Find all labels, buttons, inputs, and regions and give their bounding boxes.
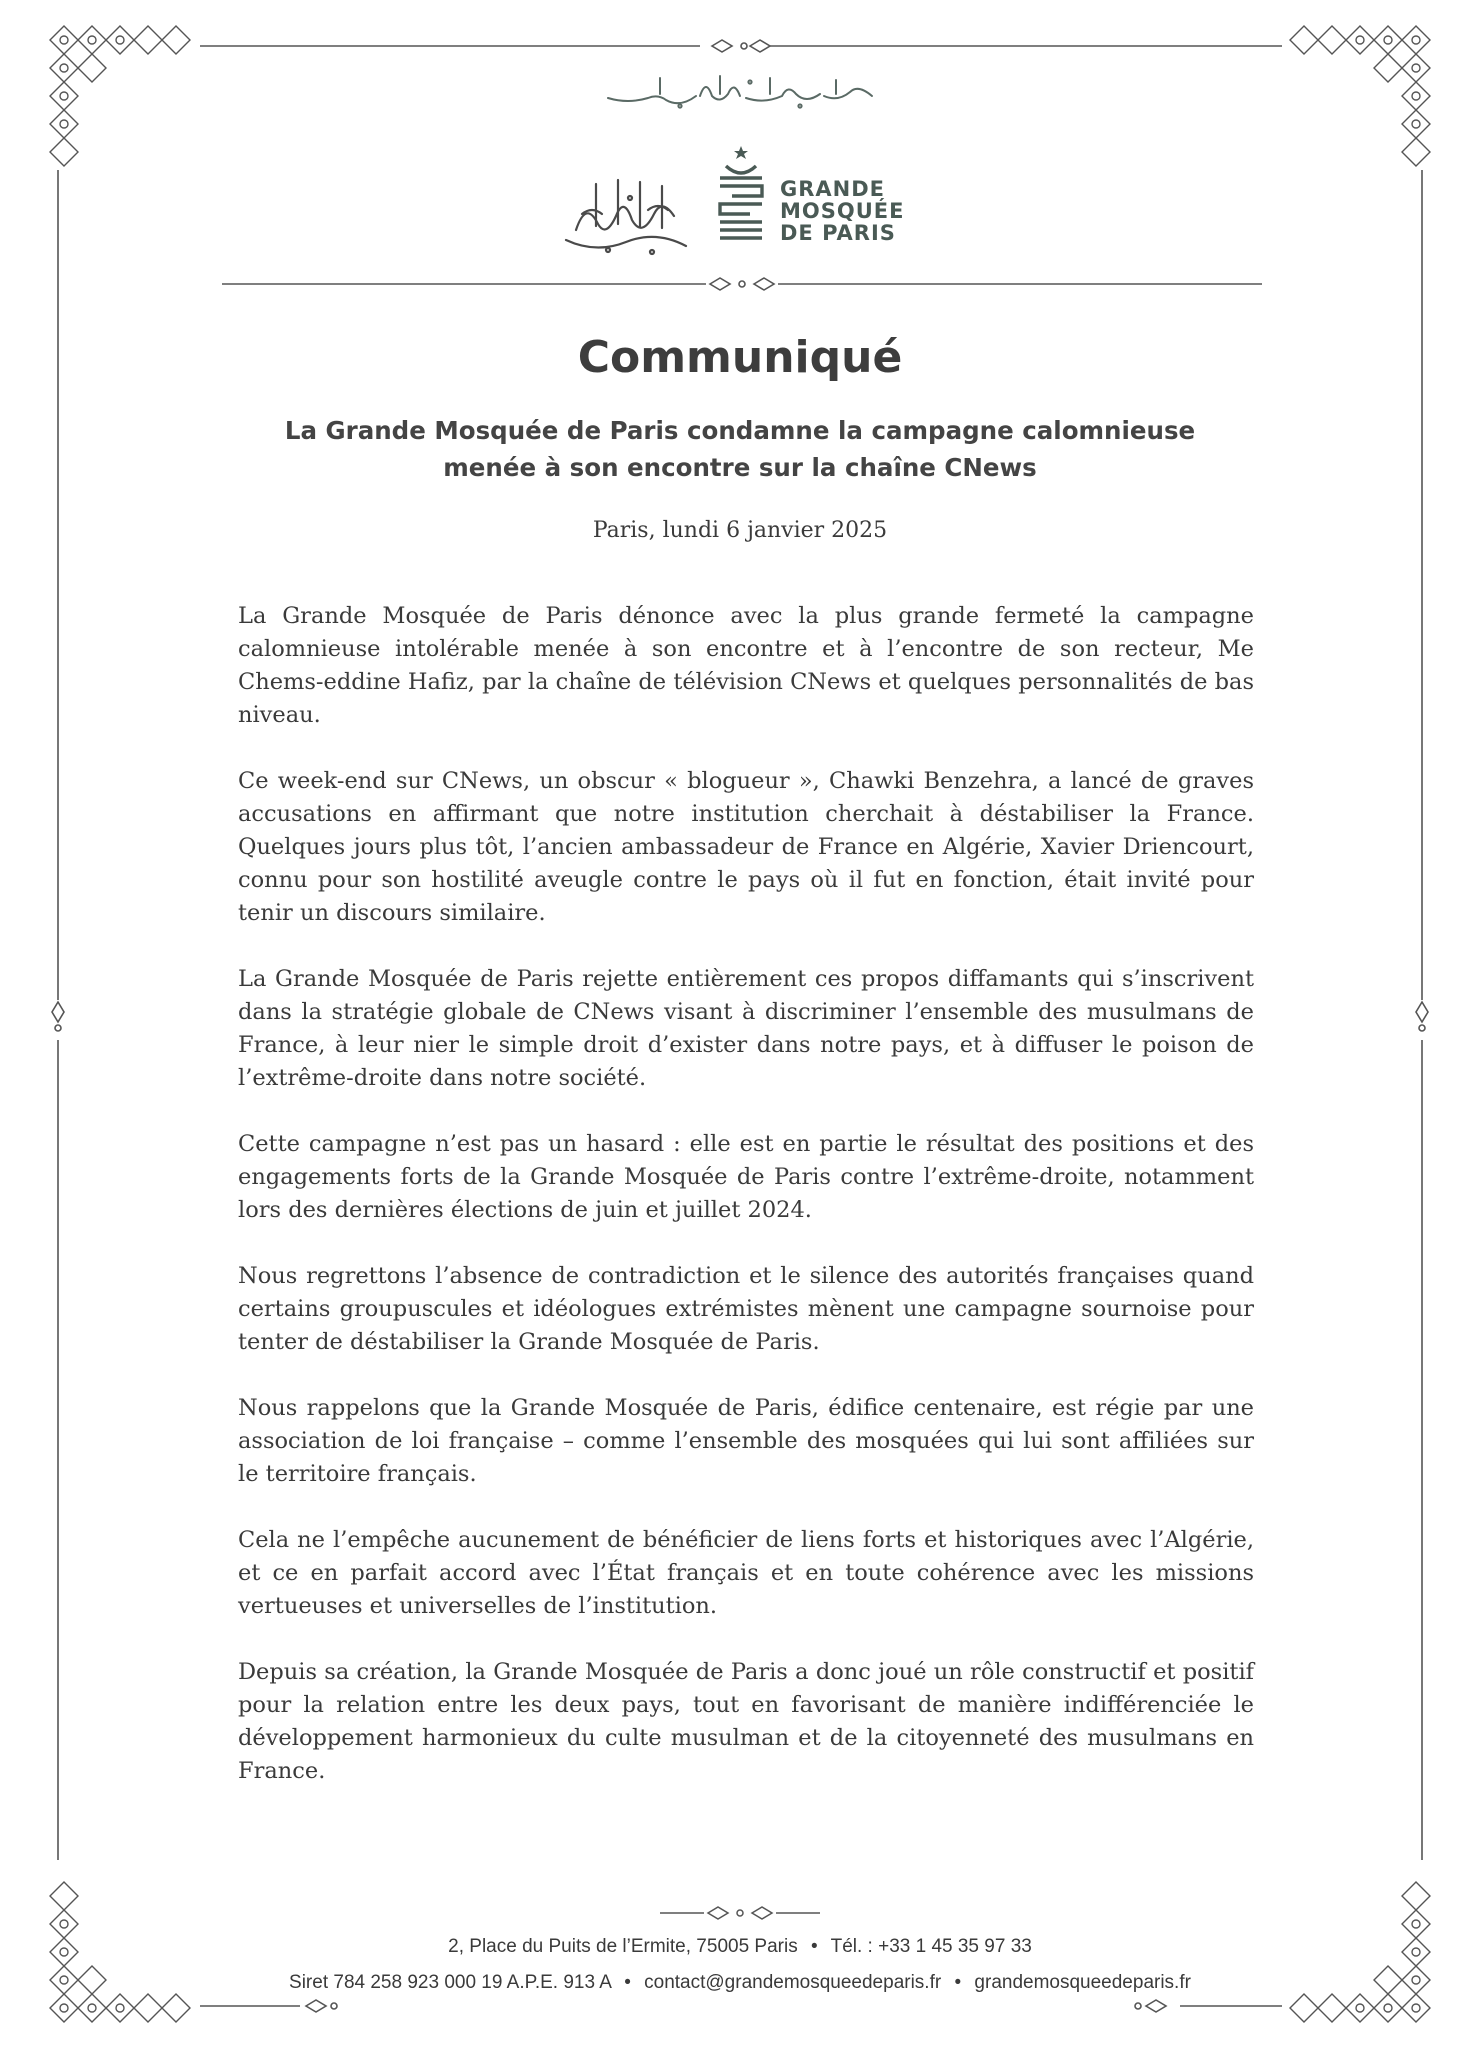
footer-separator: • [624,1972,631,1993]
header-divider [222,272,1262,296]
footer-website-link[interactable]: grandemosqueedeparis.fr [974,1972,1191,1993]
paragraph: Nous rappelons que la Grande Mosquée de Paris, édifice centenaire, est régie par une association de loi française – comme l’ensemble des mosquées qui lui sont affiliées sur le territoire français. [238,1395,1254,1487]
mosque-logo-icon [716,142,766,242]
footer-siret: Siret 784 258 923 000 19 A.P.E. 913 A [289,1972,611,1993]
subtitle [0,412,1480,486]
footer-divider [660,1904,820,1922]
footer-phone: Tél. : +33 1 45 35 97 33 [830,1936,1032,1957]
paragraph: Depuis sa création, la Grande Mosquée de Paris a donc joué un rôle constructif et positif pour la relation entre les deux pays, tout en favorisant de manière indifférenciée le développement harmonieux du culte musulman et de la citoyenneté des musulmans en France. [238,1659,1254,1784]
paragraph: Cette campagne n’est pas un hasard : elle est en partie le résultat des positions et des engagements forts de la Grande Mosquée de Paris contre l’extrême-droite, notamment lors des dernières élections de juin et juillet 2024. [238,1131,1254,1223]
document-body [238,600,1254,1821]
footer-address-line [0,1936,1480,1958]
paragraph: Nous regrettons l’absence de contradiction et le silence des autorités françaises quand certains groupuscules et idéologues extrémistes mènent une campagne sournoise pour tenter de déstabiliser la Grande Mosquée de Paris. [238,1263,1254,1355]
logo-line-1: GRANDE [780,177,886,201]
basmala-calligraphy [600,68,880,112]
footer-email-link[interactable]: contact@grandemosqueedeparis.fr [644,1972,942,1993]
paragraph: La Grande Mosquée de Paris rejette entièrement ces propos diffamants qui s’inscrivent dans la stratégie globale de CNews visant à discriminer l’ensemble des musulmans de France, à leur nier le simple droit d’exister dans notre pays, et à diffuser le poison de l’extrême-droite dans notre société. [238,966,1254,1091]
arabic-calligraphy-emblem [556,170,706,260]
subtitle-line-1: La Grande Mosquée de Paris condamne la campagne calomnieuse [284,416,1196,445]
footer-contact-line [0,1972,1480,1994]
footer-address: 2, Place du Puits de l’Ermite, 75005 Paris [448,1936,798,1957]
footer-separator: • [954,1972,962,1993]
footer-separator: • [811,1936,818,1957]
paragraph: Cela ne l’empêche aucunement de bénéficier de liens forts et historiques avec l’Algérie, et ce en parfait accord avec l’État français et en toute cohérence avec les missions vertueuses et universelles de l’institution. [238,1527,1254,1619]
dateline: Paris, lundi 6 janvier 2025 [592,518,888,543]
paragraph: Ce week-end sur CNews, un obscur « blogueur », Chawki Benzehra, a lancé de graves accusations en affirmant que notre institution cherchait à déstabiliser la France. Quelques jours plus tôt, l’ancien ambassadeur de France en Algérie, Xavier Driencourt, connu pour son hostilité aveugle contre le pays où il fut en fonction, était invité pour tenir un discours similaire. [238,768,1254,926]
logo-wordmark [780,178,904,244]
page-title: Communiqué [577,332,903,383]
logo-line-2: MOSQUÉE [780,199,905,223]
paragraph: La Grande Mosquée de Paris dénonce avec la plus grande fermeté la campagne calomnieuse intolérable menée à son encontre et à l’encontre de son recteur, Me Chems-eddine Hafiz, par la chaîne de télévision CNews et quelques personnalités de bas niveau. [238,603,1254,728]
subtitle-line-2: menée à son encontre sur la chaîne CNews [443,453,1037,482]
logo-line-3: DE PARIS [780,221,896,245]
